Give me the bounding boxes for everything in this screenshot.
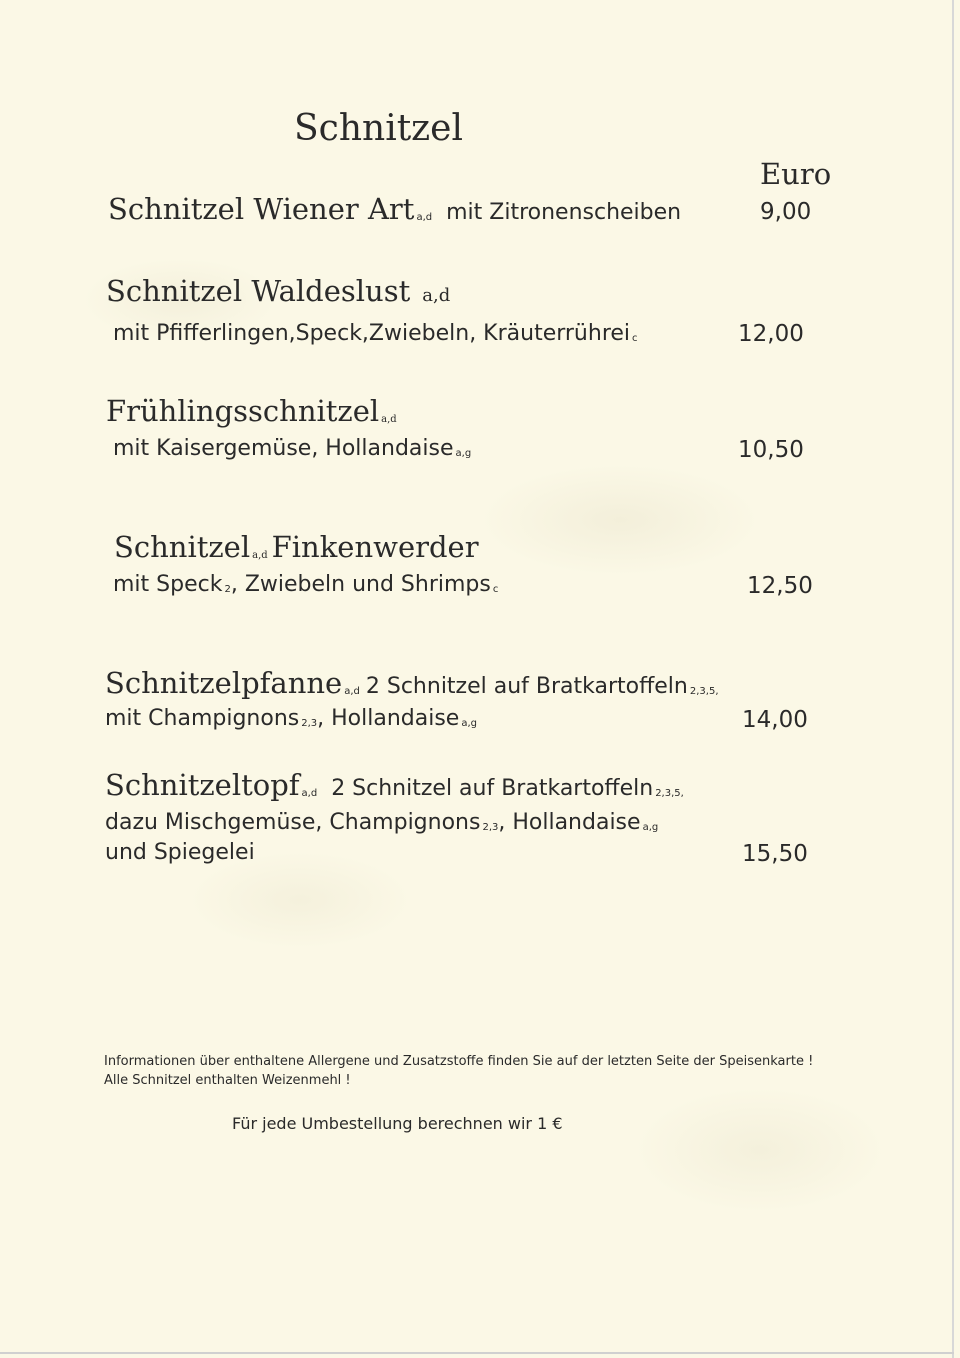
item-description-cont: , Hollandaise (317, 706, 460, 731)
item-desc-allergens: a,g (642, 822, 659, 833)
item-allergens: a,d (252, 550, 268, 561)
item-description-line (113, 572, 498, 597)
page-edge-right (952, 0, 954, 1358)
item-description: 2 Schnitzel auf Bratkartoffeln (365, 674, 688, 699)
item-description-line3: und Spiegelei (105, 840, 255, 865)
item-price: 12,00 (738, 321, 804, 347)
change-fee-note: Für jede Umbestellung berechnen wir 1 € (232, 1114, 563, 1133)
item-description: mit Zitronenscheiben (446, 200, 682, 225)
item-price: 12,50 (747, 573, 813, 599)
item-desc-additive: 2,3 (301, 718, 318, 729)
item-desc-additive: 2 (224, 584, 231, 595)
item-name: Schnitzelpfanne (105, 666, 343, 700)
item-allergens: a,d (422, 285, 451, 306)
item-price: 15,50 (742, 841, 808, 867)
item-name: Schnitzel Waldeslust (106, 274, 411, 308)
page-edge-bottom (0, 1352, 954, 1354)
item-desc-allergens: a,g (455, 448, 472, 459)
item-name: Schnitzel (114, 530, 251, 564)
item-price: 9,00 (760, 199, 812, 225)
item-name: Schnitzeltopf (105, 768, 300, 802)
item-allergens: a,d (381, 414, 397, 425)
item-desc-additive: 2,3,5, (655, 788, 684, 799)
item-description: mit Champignons (105, 706, 300, 731)
item-desc-additive: 2,3 (482, 822, 499, 833)
menu-title: Schnitzel (294, 108, 463, 149)
menu-item-finkenwerder (114, 530, 479, 564)
menu-item-wiener (108, 192, 681, 226)
menu-item-pfanne (105, 666, 719, 700)
allergen-note: Informationen über enthaltene Allergene und Zusatzstoffe finden Sie auf der letzten Seite der Speisenkarte ! Alle Schnitzel enthalten Weizenmehl ! (104, 1054, 814, 1088)
item-description-line (113, 436, 471, 461)
item-description: 2 Schnitzel auf Bratkartoffeln (331, 776, 654, 801)
item-description-cont: , Zwiebeln und Shrimps (230, 572, 491, 597)
item-description: mit Pfifferlingen,Speck,Zwiebeln, Kräuterrührei (113, 321, 631, 346)
item-name: Frühlingsschnitzel (106, 394, 380, 428)
menu-item-fruehling (106, 394, 397, 428)
item-allergens: a,d (416, 212, 433, 223)
item-allergens: a,d (301, 788, 318, 799)
item-description: mit Kaisergemüse, Hollandaise (113, 436, 454, 461)
item-description-line (105, 706, 477, 731)
item-desc-allergens: a,g (461, 718, 477, 729)
item-description: dazu Mischgemüse, Champignons (105, 810, 481, 835)
item-name-suffix: Finkenwerder (271, 530, 479, 564)
item-desc-allergens: c (632, 333, 638, 344)
item-description-line (113, 321, 638, 346)
currency-header: Euro (760, 157, 832, 191)
item-description-cont: , Hollandaise (498, 810, 641, 835)
item-name: Schnitzel Wiener Art (108, 192, 415, 226)
item-allergens: a,d (344, 686, 360, 697)
item-desc-additive: 2,3,5, (689, 686, 719, 697)
menu-item-topf (105, 768, 684, 802)
item-price: 14,00 (742, 707, 808, 733)
item-price: 10,50 (738, 437, 804, 463)
item-desc-allergens: c (492, 584, 499, 595)
item-description: mit Speck (113, 572, 223, 597)
item-description-line (105, 810, 658, 835)
menu-item-waldeslust (106, 274, 450, 308)
